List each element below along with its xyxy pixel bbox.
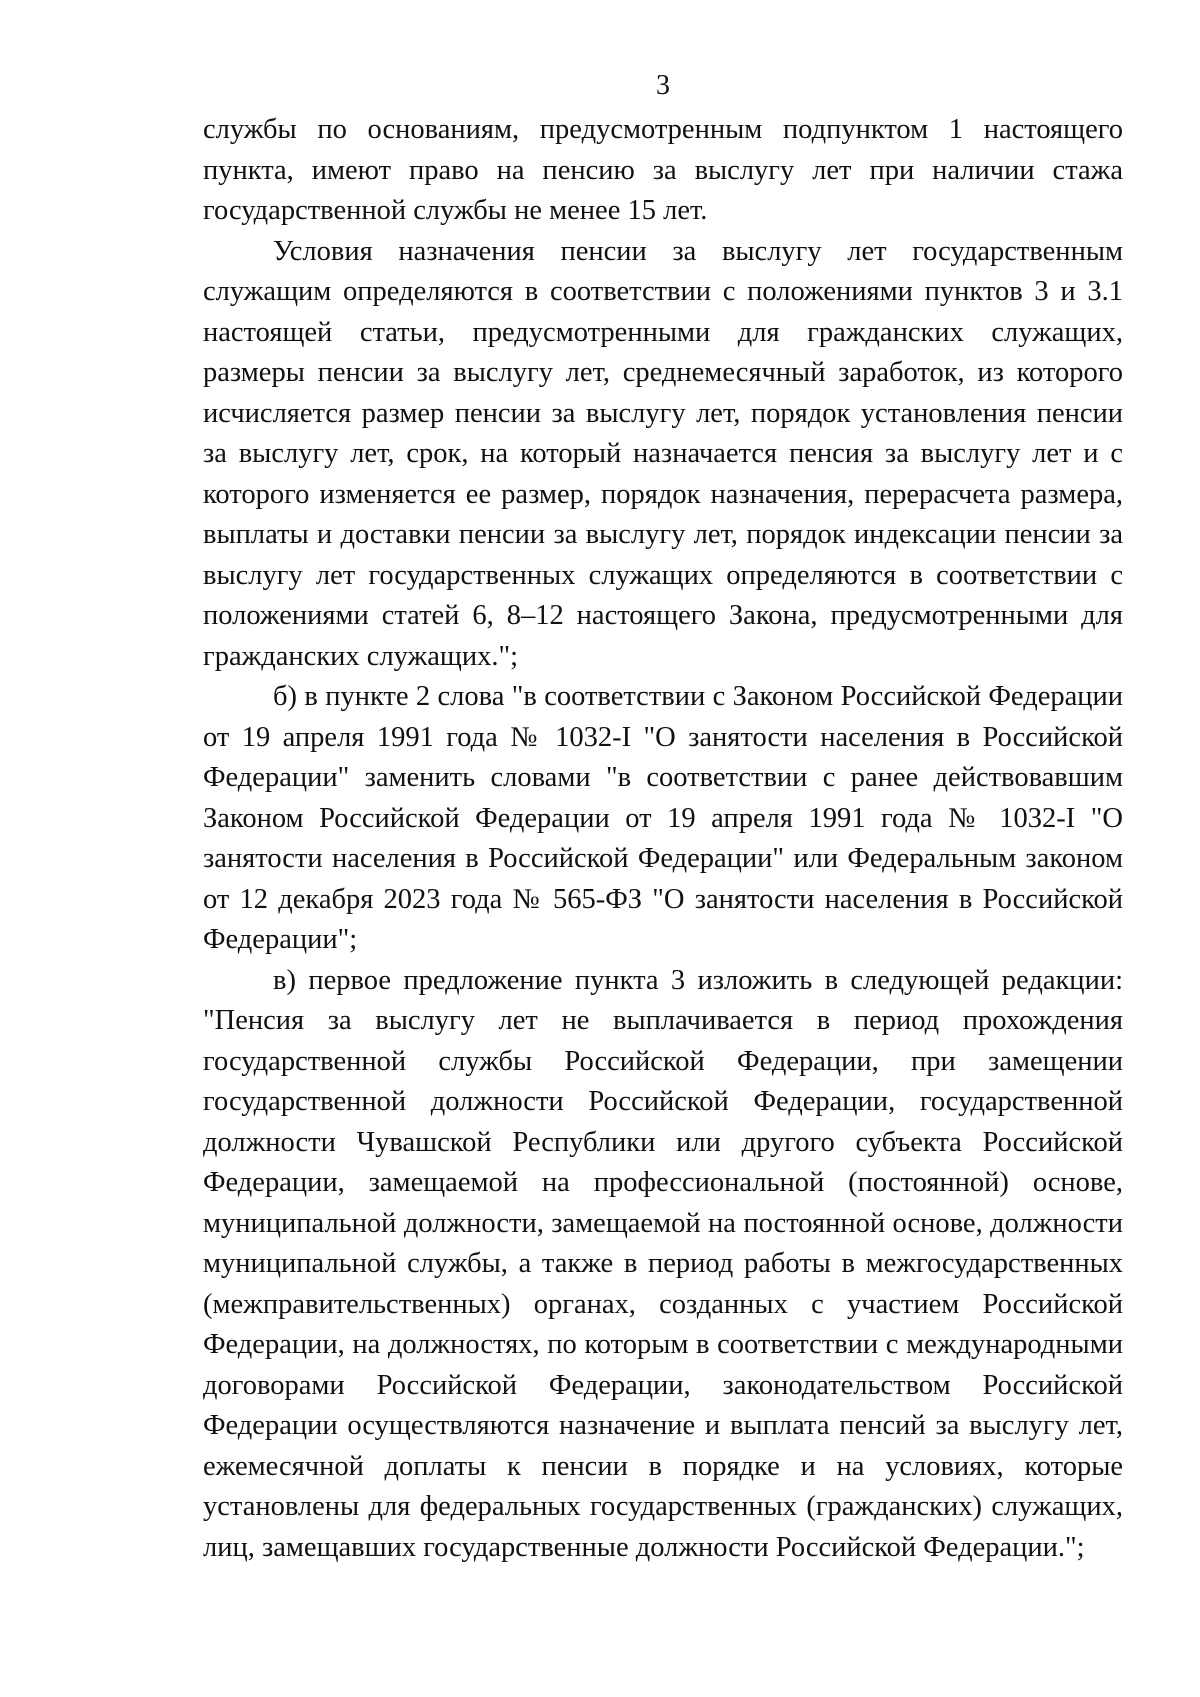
paragraph-item-b: б) в пункте 2 слова "в соответствии с Законом Российской Федерации от 19 апреля 1991 года № 1032-I "О занятости населения в Российской Федерации" заменить словами "в соответствии с ранее действовавшим Законом Российской Федерации от 19 апреля 1991 года № 1032-I "О занятости населения в Российской Федерации" или Федеральным законом от 12 декабря 2023 года № 565-ФЗ "О занятости населения в Российской Федерации"; [203, 681, 1123, 955]
document-body [203, 110, 1123, 1568]
page-number: 3 [656, 70, 670, 101]
paragraph-item-v: в) первое предложение пункта 3 изложить в следующей редакции: "Пенсия за выслугу лет не выплачивается в период прохождения государственной службы Российской Федерации, при замещении государственной должности Российской Федерации, государственной должности Чувашской Республики или другого субъекта Российской Федерации, замещаемой на профессиональной (постоянной) основе, муниципальной должности, замещаемой на постоянной основе, должности муниципальной службы, а также в период работы в межгосударственных (межправительственных) органах, созданных с участием Российской Федерации, на должностях, по которым в соответствии с международными договорами Российской Федерации, законодательством Российской Федерации осуществляются назначение и выплата пенсий за выслугу лет, ежемесячной доплаты к пенсии в порядке и на условиях, которые установлены для федеральных государственных (гражданских) служащих, лиц, замещавших государственные должности Российской Федерации."; [203, 964, 1123, 1563]
paragraph-continuation: службы по основаниям, предусмотренным подпунктом 1 настоящего пункта, имеют право на пенсию за выслугу лет при наличии стажа государственной службы не менее 15 лет. [203, 114, 1123, 226]
paragraph-pension-conditions: Условия назначения пенсии за выслугу лет государственным служащим определяются в соответствии с положениями пунктов 3 и 3.1 настоящей статьи, предусмотренными для гражданских служащих, размеры пенсии за выслугу лет, среднемесячный заработок, из которого исчисляется размер пенсии за выслугу лет, порядок установления пенсии за выслугу лет, срок, на который назначается пенсия за выслугу лет и с которого изменяется ее размер, порядок назначения, перерасчета размера, выплаты и доставки пенсии за выслугу лет, порядок индексации пенсии за выслугу лет государственных служащих определяются в соответствии с положениями статей 6, 8–12 настоящего Закона, предусмотренными для гражданских служащих."; [203, 235, 1123, 672]
